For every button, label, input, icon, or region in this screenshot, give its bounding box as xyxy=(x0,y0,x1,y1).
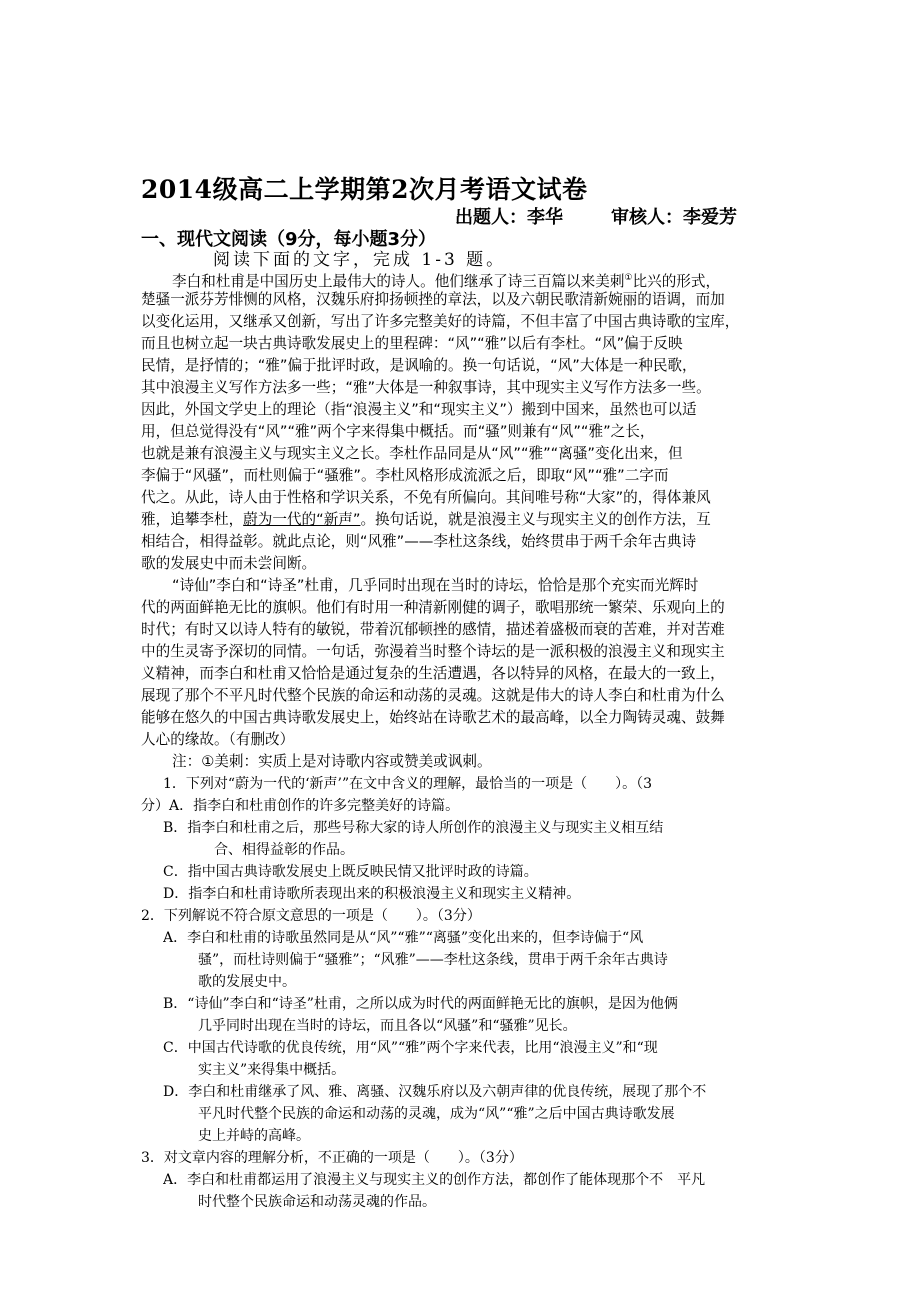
question-2-option-a-cont: 歌的发展史中。 xyxy=(198,974,296,990)
footnote-marker: ① xyxy=(624,273,633,283)
passage-line: “诗仙”李白和“诗圣”杜甫，几乎同时出现在当时的诗坛，恰恰是那个充实而光辉时 xyxy=(172,577,699,594)
passage-line: 以变化运用，又继承又创新，写出了许多完整美好的诗篇，不但丰富了中国古典诗歌的宝库， xyxy=(141,313,740,330)
passage-line: 用，但总觉得没有“风”“雅”两个字来得集中概括。而“骚”则兼有“风”“雅”之长， xyxy=(141,423,655,440)
question-2-option-a: A．李白和杜甫的诗歌虽然同是从“风”“雅”“离骚”变化出来的，但李诗偏于“风 xyxy=(163,930,644,946)
passage-line: 人心的缘故。（有删改） xyxy=(141,731,295,748)
exam-title: 2014级高二上学期第2次月考语文试卷 xyxy=(141,175,588,204)
passage-line: 而且也树立起一块古典诗歌发展史上的里程碑：“风”“雅”以后有李杜。“风”偏于反映 xyxy=(141,335,683,352)
passage-note: 注：①美刺：实质上是对诗歌内容或赞美或讽刺。 xyxy=(172,753,492,770)
question-2-option-d-cont: 平凡时代整个民族的命运和动荡的灵魂，成为“风”“雅”之后中国古典诗歌发展 xyxy=(198,1106,675,1122)
question-2-option-d-cont: 史上并峙的高峰。 xyxy=(198,1128,310,1144)
question-1-option-d: D．指李白和杜甫诗歌所表现出来的积极浪漫主义和现实主义精神。 xyxy=(163,886,581,902)
passage-line: 李偏于“风骚”，而杜则偏于“骚雅”。李杜风格形成流派之后，即取“风”“雅”二字而 xyxy=(141,467,669,484)
question-1-stem: 1．下列对“蔚为一代的‘新声’”在文中含义的理解，最恰当的一项是（ ）。（3 xyxy=(163,776,653,792)
question-2-option-c-cont: 实主义”来得集中概括。 xyxy=(198,1062,346,1078)
passage-line: 其中浪漫主义写作方法多一些；“雅”大体是一种叙事诗，其中现实主义写作方法多一些。 xyxy=(141,379,711,396)
question-2-option-c: C．中国古代诗歌的优良传统，用“风”“雅”两个字来代表，比用“浪漫主义”和“现 xyxy=(163,1040,658,1056)
passage-line: 代之。从此，诗人由于性格和学识关系，不免有所偏向。其间唯号称“大家”的，得体兼风 xyxy=(141,489,711,506)
passage-line: 代的两面鲜艳无比的旗帜。他们有时用一种清新刚健的调子，歌唱那统一繁荣、乐观向上的 xyxy=(141,599,725,616)
reviewer: 审核人：李爱芳 xyxy=(611,207,737,228)
section-heading: 一、现代文阅读（9分，每小题3分） xyxy=(141,229,437,250)
passage-line: 义精神，而李白和杜甫又恰恰是通过复杂的生活遭遇，各以特异的风格，在最大的一致上， xyxy=(141,665,725,682)
question-1-option-c: C．指中国古典诗歌发展史上既反映民情又批评时政的诗篇。 xyxy=(163,864,538,880)
question-2-option-a-cont: 骚”，而杜诗则偏于“骚雅”；“风雅”——李杜这条线，贯串于两千余年古典诗 xyxy=(198,952,668,968)
question-1-option-a: 分）A．指李白和杜甫创作的许多完整美好的诗篇。 xyxy=(141,798,460,814)
question-1-option-b-cont: 合、相得益彰的作品。 xyxy=(214,842,354,858)
question-2-option-b: B．“诗仙”李白和“诗圣”杜甫，之所以成为时代的两面鲜艳无比的旗帜，是因为他俩 xyxy=(163,996,678,1012)
passage-line: 李白和杜甫是中国历史上最伟大的诗人。他们继承了诗三百篇以来美刺①比兴的形式， xyxy=(172,272,721,289)
passage-line: 能够在悠久的中国古典诗歌发展史上，始终站在诗歌艺术的最高峰，以全力陶铸灵魂、鼓舞 xyxy=(141,709,725,726)
underlined-phrase: 蔚为一代的“新声” xyxy=(243,511,361,528)
authors-line xyxy=(455,203,737,229)
passage-line: 歌的发展史中而未尝间断。 xyxy=(141,555,317,572)
question-2-stem: 2．下列解说不符合原文意思的一项是（ ）。（3分） xyxy=(141,908,481,924)
passage-line: 民情，是抒情的；“雅”偏于批评时政，是讽喻的。换一句话说，“风”大体是一种民歌， xyxy=(141,357,697,374)
passage-line: 展现了那个不平凡时代整个民族的命运和动荡的灵魂。这就是伟大的诗人李白和杜甫为什么 xyxy=(141,687,725,704)
question-3-option-a-cont: 时代整个民族命运和动荡灵魂的作品。 xyxy=(198,1194,436,1210)
question-3-stem: 3．对文章内容的理解分析，不正确的一项是（ ）。（3分） xyxy=(141,1150,523,1166)
passage-line: 时代；有时又以诗人特有的敏锐，带着沉郁顿挫的感情，描述着盛极而衰的苦难，并对苦难 xyxy=(141,621,725,638)
question-2-option-b-cont: 几乎同时出现在当时的诗坛，而且各以“风骚”和“骚雅”见长。 xyxy=(198,1018,577,1034)
question-3-option-a: A．李白和杜甫都运用了浪漫主义与现实主义的创作方法，都创作了能体现那个不 平凡 xyxy=(163,1172,706,1188)
passage-line: 因此，外国文学史上的理论（指“浪漫主义”和“现实主义”）搬到中国来，虽然也可以适 xyxy=(141,401,697,418)
reading-instruction: 阅读下面的文字，完成 1-3 题。 xyxy=(213,250,507,270)
setter: 出题人：李华 xyxy=(455,207,563,228)
passage-line: 也就是兼有浪漫主义与现实主义之长。李杜作品同是从“风”“雅”“离骚”变化出来，但 xyxy=(141,445,683,462)
question-1-option-b: B．指李白和杜甫之后，那些号称大家的诗人所创作的浪漫主义与现实主义相互结 xyxy=(163,820,664,836)
question-2-option-d: D．李白和杜甫继承了风、雅、离骚、汉魏乐府以及六朝声律的优良传统，展现了那个不 xyxy=(163,1084,707,1100)
passage-line: 楚骚一派芬芳悱恻的风格，汉魏乐府抑扬顿挫的章法，以及六朝民歌清新婉丽的语调，而加 xyxy=(141,291,725,308)
passage-line: 中的生灵寄予深切的同情。一句话，弥漫着当时整个诗坛的是一派积极的浪漫主义和现实主 xyxy=(141,643,725,660)
passage-line: 雅，追攀李杜，蔚为一代的“新声”。换句话说，就是浪漫主义与现实主义的创作方法，互 xyxy=(141,511,711,528)
passage-line: 相结合，相得益彰。就此点论，则“风雅”——李杜这条线，始终贯串于两千余年古典诗 xyxy=(141,533,697,550)
